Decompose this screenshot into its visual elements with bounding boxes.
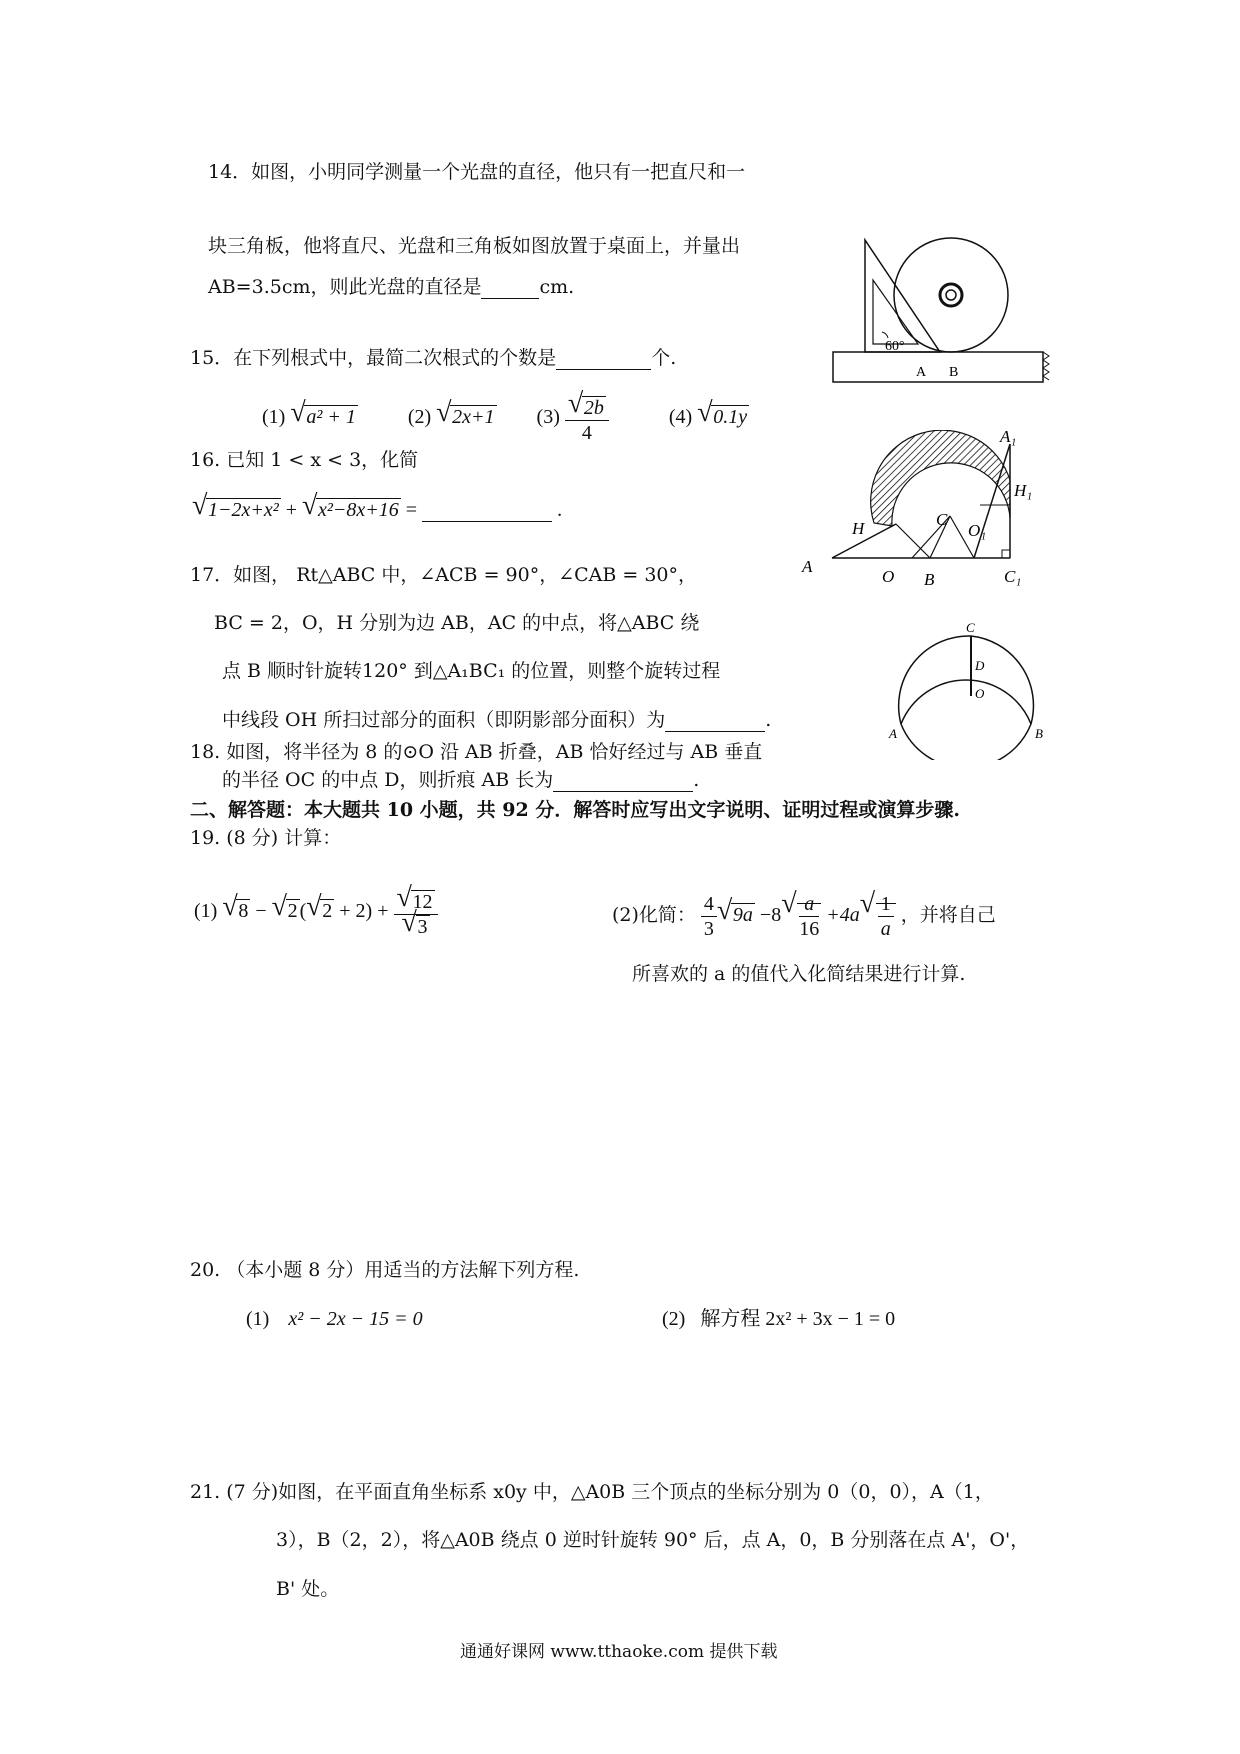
q19-root-9a: √ 9a: [716, 895, 753, 926]
q15-prompt-end: 个.: [651, 347, 677, 369]
label-c: C: [936, 510, 948, 529]
q20-part2-label: (2): [662, 1308, 686, 1330]
disc: [894, 238, 1008, 352]
label-h1: H₁: [1014, 481, 1033, 500]
disc-ruler-figure: [830, 228, 1060, 388]
q18-answer-blank[interactable]: [553, 791, 693, 792]
q19-root-1-a: √ $\frac{1}{a}$: [860, 892, 896, 941]
q20-part1-label: (1): [246, 1308, 270, 1330]
q19-fraction: √ 12 √ 3: [394, 890, 438, 939]
label-c1: C₁: [1004, 567, 1022, 586]
q16-expression: [192, 490, 563, 522]
q16-root1: √ 1−2x+x²: [192, 490, 279, 521]
q19-part2-label: (2)化简：: [612, 904, 696, 926]
q14-line3-text: AB=3.5cm，则此光盘的直径是: [208, 276, 482, 298]
q17-answer-blank[interactable]: [665, 731, 765, 732]
q16-end: .: [557, 499, 563, 521]
label-o1: O₁: [968, 521, 987, 540]
q19-root-2b: √ 2: [306, 891, 333, 922]
label-h: H: [852, 519, 865, 538]
q18-line2-text: 的半径 OC 的中点 D，则折痕 AB 长为: [222, 769, 554, 791]
q18-line2: [222, 768, 699, 792]
angle-label: 60°: [885, 339, 905, 354]
q18-end: .: [693, 769, 700, 791]
q20-part1: [246, 1307, 423, 1331]
fold-circle-figure: [885, 620, 1055, 760]
q16-answer-blank[interactable]: [422, 521, 552, 522]
q20-equation1: x² − 2x − 15 = 0: [288, 1308, 423, 1330]
label-b: B: [924, 570, 935, 589]
label-a: A: [889, 726, 897, 741]
q19-part1-label: (1): [194, 900, 218, 922]
q15-answer-blank[interactable]: [556, 369, 651, 370]
q19-part2: (2)化简： $\frac{4}{3}$ √ 9a −8 √ $\frac{a}{16}$ +4a √ $\frac{1}{a}$ ，并将自己: [612, 888, 996, 940]
q17-end: .: [765, 709, 772, 731]
q15-opt2-label: (2): [407, 406, 432, 428]
q17-line4-text: 中线段 OH 所扫过部分的面积（即阴影部分面积）为: [222, 709, 666, 731]
q14-answer-blank[interactable]: [481, 298, 539, 299]
q16-root2: √ x²−8x+16: [302, 490, 399, 521]
label-b: B: [1035, 726, 1043, 741]
point-a-label: A: [916, 365, 927, 380]
q14-line3: [208, 275, 574, 299]
q19-root-2a: √ 2: [271, 891, 298, 922]
q15-prompt: [190, 346, 676, 370]
q15-prompt-text: 15．在下列根式中，最简二次根式的个数是: [190, 347, 557, 369]
label-c: C: [966, 620, 975, 635]
q21-line2: 3），B（2，2），将△A0B 绕点 0 逆时针旋转 90° 后，点 A，0，B 分别落在点 A'，O'，: [276, 1529, 1030, 1551]
q19-part2-line2: 所喜欢的 a 的值代入化简结果进行计算.: [632, 963, 966, 985]
q15-opt4-label: (4): [668, 406, 693, 428]
q16-plus: +: [285, 499, 298, 521]
q15-opt1: √ a² + 1: [290, 397, 356, 428]
rotation-figure: [800, 430, 1060, 590]
q21-line1: 21. (7 分)如图，在平面直角坐标系 x0y 中，△A0B 三个顶点的坐标分别为 0（0，0），A（1，: [190, 1481, 994, 1503]
q14-line1: 14．如图，小明同学测量一个光盘的直径，他只有一把直尺和一: [208, 161, 746, 183]
q20-part2: [662, 1307, 895, 1331]
label-o: O: [882, 567, 895, 586]
set-square: [865, 240, 940, 352]
q14-line2: 块三角板，他将直尺、光盘和三角板如图放置于桌面上，并量出: [208, 235, 741, 257]
footer-download-note: 通通好课网 www.tthaoke.com 提供下载: [460, 1642, 778, 1662]
q19-root-a-16: √ $\frac{a}{16}$: [781, 888, 820, 940]
q21-line3: B' 处。: [276, 1578, 340, 1600]
label-a: A: [802, 557, 813, 576]
q16-equals: =: [405, 499, 418, 521]
q14-unit: cm.: [539, 276, 575, 298]
q17-line2: BC = 2，O，H 分别为边 AB，AC 的中点，将△ABC 绕: [214, 612, 700, 634]
label-o: O: [975, 686, 985, 701]
q19-title: 19. (8 分) 计算：: [190, 827, 342, 849]
q17-line3: 点 B 顺时针旋转120° 到△A₁BC₁ 的位置，则整个旋转过程: [222, 660, 721, 682]
label-d: D: [975, 658, 985, 673]
q17-line1: 17．如图， Rt△ABC 中，∠ACB = 90°，∠CAB = 30°，: [190, 564, 698, 586]
q15-opt3-label: (3): [536, 406, 560, 428]
q15-options: [262, 388, 749, 445]
point-b-label: B: [949, 365, 959, 380]
q19-frac-4-3: $\frac{4}{3}$: [701, 892, 717, 941]
q15-opt2: √ 2x+1: [436, 397, 495, 428]
q15-opt3: √ 2b 4: [565, 396, 609, 445]
q18-line1: 18. 如图，将半径为 8 的⊙O 沿 AB 折叠，AB 恰好经过与 AB 垂直: [190, 741, 763, 763]
q19-part1: (1) √ 8 − √ 2 ( √ 2 + 2) + √ 12 √ 3: [194, 890, 438, 939]
q17-line4: [222, 708, 771, 732]
q15-opt1-label: (1): [262, 406, 286, 428]
q20-title: 20. （本小题 8 分）用适当的方法解下列方程.: [190, 1259, 580, 1281]
q16-prompt: 16. 已知 1 < x < 3，化简: [190, 449, 419, 471]
q20-equation2: 解方程 2x² + 3x − 1 = 0: [700, 1308, 896, 1330]
label-a1: A₁: [1000, 430, 1017, 446]
section-2-heading: 二、解答题：本大题共 10 小题，共 92 分．解答时应写出文字说明、证明过程或演算步骤.: [190, 799, 960, 821]
q15-opt4: √ 0.1y: [697, 397, 748, 428]
q19-root-8: √ 8: [222, 891, 249, 922]
ruler: [833, 352, 1043, 382]
